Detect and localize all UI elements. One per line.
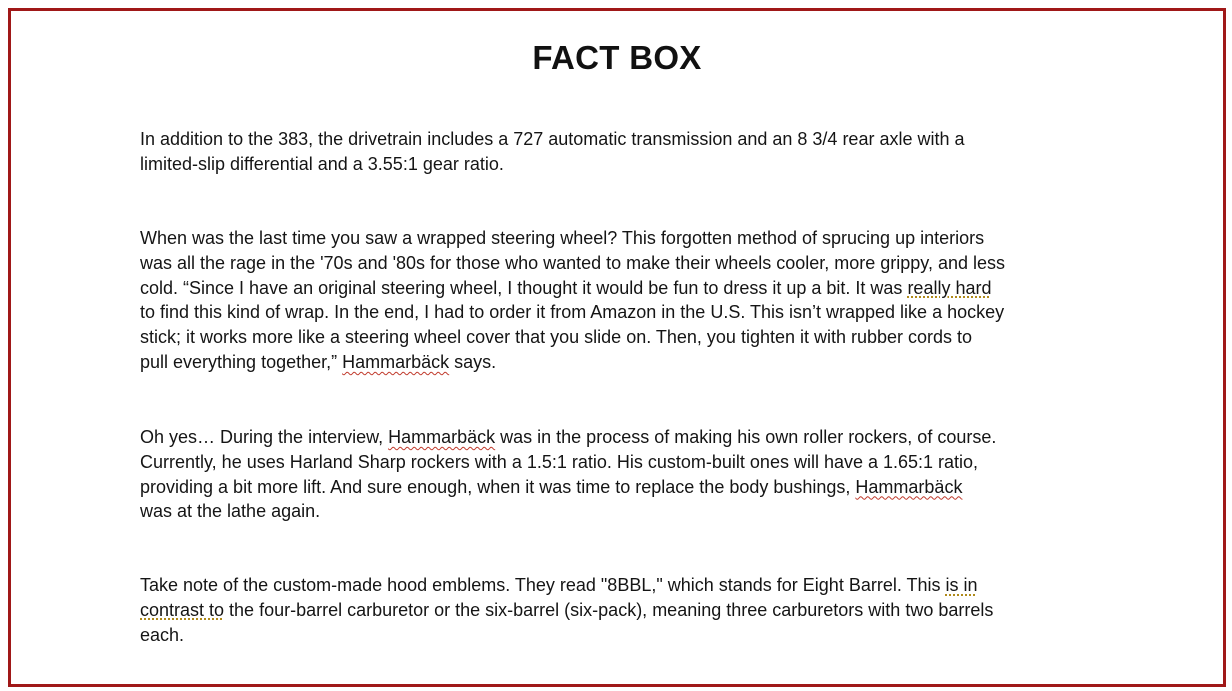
fact-box-frame (8, 8, 1226, 687)
text-run: Currently, he uses Harland Sharp rockers with a 1.5:1 ratio. His custom-built ones will have a 1.65:1 ratio, (140, 451, 979, 472)
paragraph-drivetrain (140, 127, 1100, 177)
text-line (140, 300, 1100, 325)
text-line (140, 623, 1100, 648)
text-run: was all the rage in the '70s and '80s for those who wanted to make their wheels cooler, more grippy, and less (140, 252, 1006, 273)
text-run: Take note of the custom-made hood emblems. They read "8BBL," which stands for Eight Barrel. This (140, 575, 946, 595)
text-line (140, 499, 1100, 524)
paragraph-roller-rockers (140, 425, 1100, 524)
grammar-flagged-text[interactable]: really hard (907, 277, 992, 298)
text-line (140, 450, 1100, 475)
text-line (140, 475, 1100, 500)
spelling-flagged-word[interactable]: Hammarbäck (342, 351, 450, 372)
text-line (140, 152, 1100, 177)
text-line (140, 350, 1100, 375)
grammar-flagged-text[interactable]: contrast to (140, 599, 225, 620)
fact-box-title: FACT BOX (532, 39, 702, 76)
text-line (140, 598, 1100, 623)
spelling-flagged-word[interactable]: Hammarbäck (855, 476, 963, 497)
text-run: pull everything together,” (140, 351, 343, 372)
text-run: to find this kind of wrap. In the end, I had to order it from Amazon in the U.S. This isn’t wrapped like a hockey (140, 302, 1005, 323)
paragraph-steering-wheel (140, 226, 1100, 375)
text-line (140, 425, 1100, 450)
text-run: says. (449, 351, 497, 372)
text-line (140, 127, 1100, 152)
text-run: limited-slip differential and a 3.55:1 gear ratio. (140, 153, 504, 174)
text-line (140, 573, 1100, 598)
text-line (140, 226, 1100, 251)
spelling-flagged-word[interactable]: Hammarbäck (388, 427, 496, 447)
text-run: cold. “Since I have an original steering wheel, I thought it would be fun to dress it up a bit. It was (140, 277, 908, 298)
text-run: was at the lathe again. (140, 501, 321, 522)
text-run: In addition to the 383, the drivetrain includes a 727 automatic transmission and an 8 3/4 rear axle with a (140, 129, 965, 149)
text-line (140, 276, 1100, 301)
text-run: stick; it works more like a steering wheel cover that you slide on. Then, you tighten it with rubber cords to (140, 327, 973, 348)
text-run: When was the last time you saw a wrapped steering wheel? This forgotten method of sprucing up interiors (140, 228, 985, 248)
grammar-flagged-text[interactable]: is in (945, 575, 978, 595)
text-run: providing a bit more lift. And sure enough, when it was time to replace the body bushings, (140, 476, 856, 497)
text-run: the four-barrel carburetor or the six-barrel (six-pack), meaning three carburetors with two barrels (224, 599, 994, 620)
text-run: each. (140, 624, 185, 645)
paragraph-hood-emblems (140, 573, 1100, 647)
text-line (140, 325, 1100, 350)
text-line (140, 251, 1100, 276)
text-run: Oh yes… During the interview, (140, 427, 389, 447)
text-run: was in the process of making his own roller rockers, of course. (495, 427, 997, 447)
